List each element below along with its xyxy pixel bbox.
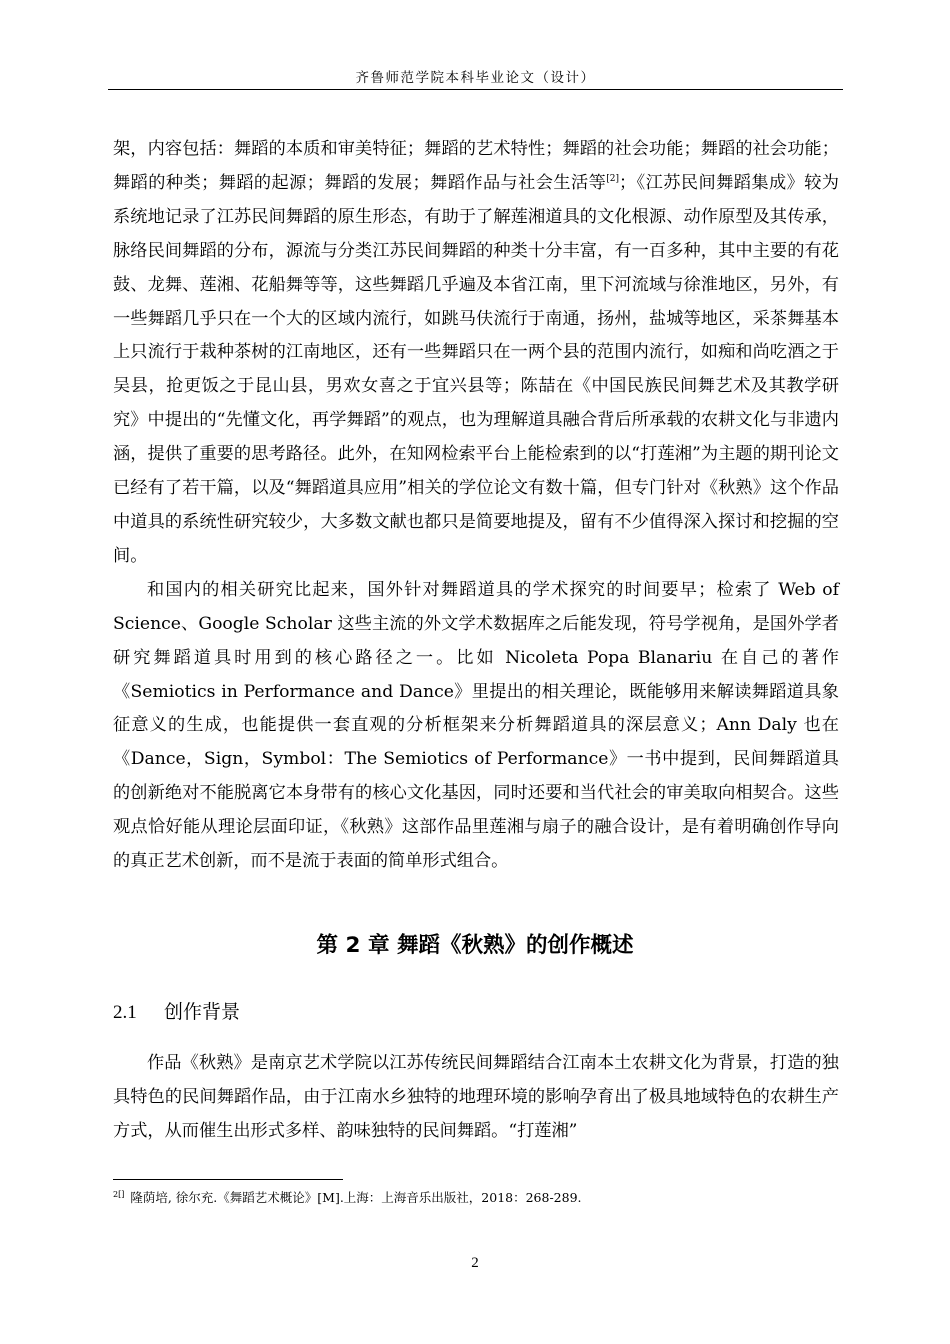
- section-body: [113, 1046, 839, 1148]
- section-title: 创作背景: [164, 1001, 241, 1023]
- footnote-rule: [113, 1179, 343, 1180]
- paragraph-1-part-a: 架，内容包括：舞蹈的本质和审美特征；舞蹈的艺术特性；舞蹈的社会功能；舞蹈的社会功能；舞蹈的种类；舞蹈的起源；舞蹈的发展；舞蹈作品与社会生活等: [113, 139, 839, 193]
- footnote: [113, 1189, 582, 1207]
- body-text: [113, 133, 839, 879]
- paragraph-1: [113, 133, 839, 574]
- citation-superscript[interactable]: [2]: [606, 173, 620, 184]
- section-heading: [113, 997, 240, 1028]
- footnote-text: 隆荫培, 徐尔充.《舞蹈艺术概论》[M].上海：上海音乐出版社，2018：268-289.: [130, 1190, 582, 1205]
- paragraph-2: 和国内的相关研究比起来，国外针对舞蹈道具的学术探究的时间要早；检索了 Web of Science、Google Scholar 这些主流的外文学术数据库之后能发现，符号学视角，是国外学者研究舞蹈道具时用到的核心路径之一。比如 Nicoleta Popa Blanariu 在自己的著作《Semiotics in Performance and Dance》里提出的相关理论，既能够用来解读舞蹈道具象征意义的生成，也能提供一套直观的分析框架来分析舞蹈道具的深层意义；Ann Daly 也在《Dance，Sign，Symbol：The Semiotics of Performance》一书中提到，民间舞蹈道具的创新绝对不能脱离它本身带有的核心文化基因，同时还要和当代社会的审美取向相契合。这些观点恰好能从理论层面印证，《秋熟》这部作品里莲湘与扇子的融合设计，是有着明确创作导向的真正艺术创新，而不是流于表面的简单形式组合。: [113, 579, 839, 872]
- paragraph-1-part-b: ；《江苏民间舞蹈集成》较为系统地记录了江苏民间舞蹈的原生形态，有助于了解莲湘道具的文化根源、动作原型及其传承，脉络民间舞蹈的分布，源流与分类江苏民间舞蹈的种类十分丰富，有一百多种，其中主要的有花鼓、龙舞、莲湘、花船舞等等，这些舞蹈几乎遍及本省江南，里下河流域与徐淮地区，另外，有一些舞蹈几乎只在一个大的区域内流行，如跳马伕流行于南通，扬州，盐城等地区，采茶舞基本上只流行于栽种茶树的江南地区，还有一些舞蹈只在一两个县的范围内流行，如痴和尚吃酒之于吴县，抢更饭之于昆山县，男欢女喜之于宜兴县等；陈喆在《中国民族民间舞艺术及其教学研究》中提出的“先懂文化，再学舞蹈”的观点，也为理解道具融合背后所承载的农耕文化与非遗内涵，提供了重要的思考路径。此外，在知网检索平台上能检索到的以“打莲湘”为主题的期刊论文已经有了若干篇，以及“舞蹈道具应用”相关的学位论文有数十篇，但专门针对《秋熟》这个作品中道具的系统性研究较少，大多数文献也都只是简要地提及，留有不少值得深入探讨和挖掘的空间。: [113, 172, 839, 566]
- section-number: 2.1: [113, 1002, 137, 1023]
- page-number: 2: [471, 1255, 479, 1271]
- header-rule: [108, 89, 843, 90]
- section-paragraph-1: 作品《秋熟》是南京艺术学院以江苏传统民间舞蹈结合江南本土农耕文化为背景，打造的独具特色的民间舞蹈作品，由于江南水乡独特的地理环境的影响孕育出了极具地域特色的农耕生产方式，从而催生出形式多样、韵味独特的民间舞蹈。“打莲湘”: [113, 1053, 839, 1141]
- chapter-heading: 第 2 章 舞蹈《秋熟》的创作概述: [316, 933, 634, 958]
- running-header: 齐鲁师范学院本科毕业论文（设计）: [355, 70, 596, 86]
- footnote-marker: 2[]: [113, 1190, 125, 1199]
